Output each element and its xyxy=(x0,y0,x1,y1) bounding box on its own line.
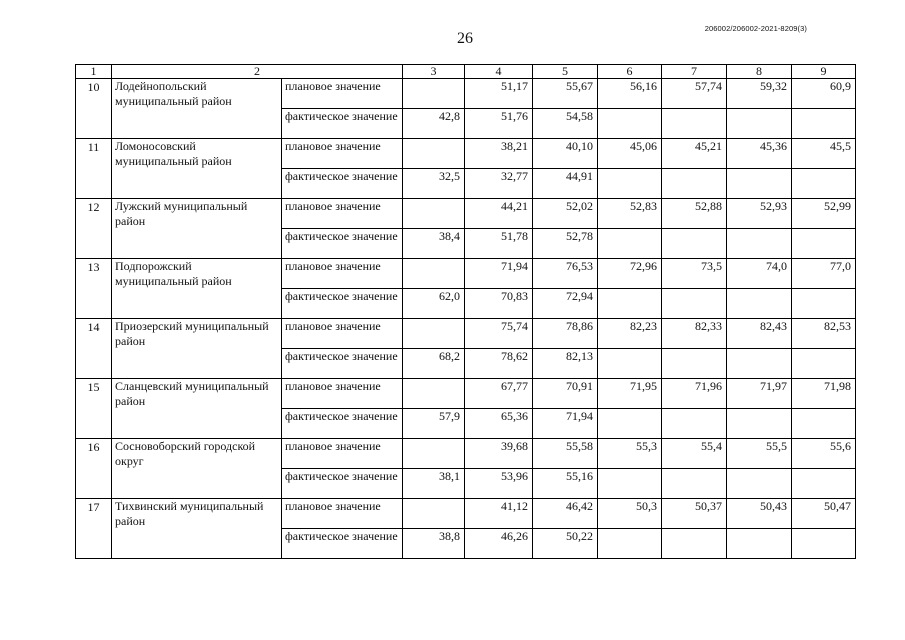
fact-value-c9 xyxy=(792,469,856,499)
plan-value-c5: 70,91 xyxy=(533,379,598,409)
page-number: 26 xyxy=(457,30,473,47)
plan-value-c3 xyxy=(403,199,465,229)
fact-value-c4: 46,26 xyxy=(465,529,533,559)
fact-value-c4: 78,62 xyxy=(465,349,533,379)
column-header-6: 6 xyxy=(598,65,662,79)
plan-value-c4: 71,94 xyxy=(465,259,533,289)
column-header-2: 2 xyxy=(112,65,403,79)
fact-value-c3: 68,2 xyxy=(403,349,465,379)
plan-value-c3 xyxy=(403,319,465,349)
fact-value-c6 xyxy=(598,109,662,139)
plan-value-c6: 82,23 xyxy=(598,319,662,349)
plan-value-c4: 67,77 xyxy=(465,379,533,409)
fact-value-c5: 82,13 xyxy=(533,349,598,379)
fact-value-c5: 52,78 xyxy=(533,229,598,259)
plan-value-c3 xyxy=(403,139,465,169)
fact-value-c6 xyxy=(598,289,662,319)
plan-value-c3 xyxy=(403,499,465,529)
document-id: 206002/206002-2021-8209(3) xyxy=(704,24,807,33)
municipality-name: Сосновоборский городской округ xyxy=(112,439,282,499)
plan-value-c4: 44,21 xyxy=(465,199,533,229)
fact-value-c4: 70,83 xyxy=(465,289,533,319)
table-row xyxy=(76,379,856,409)
plan-value-c5: 46,42 xyxy=(533,499,598,529)
fact-value-c3: 42,8 xyxy=(403,109,465,139)
plan-value-c8: 45,36 xyxy=(727,139,792,169)
value-type-fact: фактическое значение xyxy=(282,469,403,499)
plan-value-c8: 59,32 xyxy=(727,79,792,109)
plan-value-c6: 72,96 xyxy=(598,259,662,289)
plan-value-c8: 74,0 xyxy=(727,259,792,289)
plan-value-c6: 71,95 xyxy=(598,379,662,409)
municipality-name: Сланцевский муниципальный район xyxy=(112,379,282,439)
plan-value-c8: 55,5 xyxy=(727,439,792,469)
plan-value-c3 xyxy=(403,379,465,409)
value-type-fact: фактическое значение xyxy=(282,529,403,559)
fact-value-c4: 51,76 xyxy=(465,109,533,139)
row-number: 16 xyxy=(76,439,112,499)
fact-value-c6 xyxy=(598,349,662,379)
value-type-plan: плановое значение xyxy=(282,79,403,109)
fact-value-c3: 57,9 xyxy=(403,409,465,439)
fact-value-c9 xyxy=(792,409,856,439)
table-body xyxy=(76,79,856,559)
table-row xyxy=(76,319,856,349)
municipality-name: Подпорожский муниципальный район xyxy=(112,259,282,319)
row-number: 11 xyxy=(76,139,112,199)
row-number: 14 xyxy=(76,319,112,379)
fact-value-c7 xyxy=(662,109,727,139)
plan-value-c5: 40,10 xyxy=(533,139,598,169)
municipality-name: Лужский муниципальный район xyxy=(112,199,282,259)
plan-value-c5: 55,58 xyxy=(533,439,598,469)
plan-value-c4: 41,12 xyxy=(465,499,533,529)
data-table xyxy=(75,64,856,559)
value-type-plan: плановое значение xyxy=(282,439,403,469)
fact-value-c9 xyxy=(792,349,856,379)
fact-value-c8 xyxy=(727,169,792,199)
fact-value-c3: 62,0 xyxy=(403,289,465,319)
plan-value-c7: 82,33 xyxy=(662,319,727,349)
fact-value-c3: 32,5 xyxy=(403,169,465,199)
fact-value-c9 xyxy=(792,109,856,139)
fact-value-c4: 51,78 xyxy=(465,229,533,259)
value-type-fact: фактическое значение xyxy=(282,229,403,259)
plan-value-c3 xyxy=(403,439,465,469)
plan-value-c7: 52,88 xyxy=(662,199,727,229)
plan-value-c7: 45,21 xyxy=(662,139,727,169)
column-header-7: 7 xyxy=(662,65,727,79)
value-type-plan: плановое значение xyxy=(282,259,403,289)
fact-value-c7 xyxy=(662,229,727,259)
plan-value-c6: 55,3 xyxy=(598,439,662,469)
plan-value-c9: 82,53 xyxy=(792,319,856,349)
fact-value-c5: 55,16 xyxy=(533,469,598,499)
fact-value-c8 xyxy=(727,469,792,499)
plan-value-c6: 50,3 xyxy=(598,499,662,529)
fact-value-c9 xyxy=(792,229,856,259)
fact-value-c3: 38,4 xyxy=(403,229,465,259)
plan-value-c5: 78,86 xyxy=(533,319,598,349)
value-type-fact: фактическое значение xyxy=(282,349,403,379)
column-header-9: 9 xyxy=(792,65,856,79)
value-type-plan: плановое значение xyxy=(282,199,403,229)
municipality-name: Ломоносовский муниципальный район xyxy=(112,139,282,199)
value-type-plan: плановое значение xyxy=(282,139,403,169)
plan-value-c9: 77,0 xyxy=(792,259,856,289)
plan-value-c5: 52,02 xyxy=(533,199,598,229)
table-row xyxy=(76,499,856,529)
fact-value-c9 xyxy=(792,529,856,559)
value-type-fact: фактическое значение xyxy=(282,109,403,139)
value-type-plan: плановое значение xyxy=(282,499,403,529)
table-row xyxy=(76,139,856,169)
fact-value-c8 xyxy=(727,289,792,319)
plan-value-c5: 55,67 xyxy=(533,79,598,109)
plan-value-c8: 50,43 xyxy=(727,499,792,529)
fact-value-c7 xyxy=(662,529,727,559)
fact-value-c5: 71,94 xyxy=(533,409,598,439)
row-number: 12 xyxy=(76,199,112,259)
municipality-name: Тихвинский муниципальный район xyxy=(112,499,282,559)
plan-value-c9: 71,98 xyxy=(792,379,856,409)
value-type-plan: плановое значение xyxy=(282,319,403,349)
table-row xyxy=(76,199,856,229)
plan-value-c7: 73,5 xyxy=(662,259,727,289)
plan-value-c8: 71,97 xyxy=(727,379,792,409)
fact-value-c4: 65,36 xyxy=(465,409,533,439)
plan-value-c9: 52,99 xyxy=(792,199,856,229)
fact-value-c8 xyxy=(727,409,792,439)
fact-value-c8 xyxy=(727,229,792,259)
plan-value-c9: 45,5 xyxy=(792,139,856,169)
plan-value-c8: 52,93 xyxy=(727,199,792,229)
table-row xyxy=(76,439,856,469)
fact-value-c5: 44,91 xyxy=(533,169,598,199)
plan-value-c6: 56,16 xyxy=(598,79,662,109)
municipality-name: Лодейнопольский муниципальный район xyxy=(112,79,282,139)
fact-value-c6 xyxy=(598,169,662,199)
fact-value-c6 xyxy=(598,469,662,499)
fact-value-c7 xyxy=(662,289,727,319)
plan-value-c9: 50,47 xyxy=(792,499,856,529)
fact-value-c4: 32,77 xyxy=(465,169,533,199)
plan-value-c3 xyxy=(403,79,465,109)
fact-value-c3: 38,8 xyxy=(403,529,465,559)
municipality-name: Приозерский муниципальный район xyxy=(112,319,282,379)
row-number: 15 xyxy=(76,379,112,439)
plan-value-c7: 50,37 xyxy=(662,499,727,529)
plan-value-c9: 60,9 xyxy=(792,79,856,109)
fact-value-c9 xyxy=(792,169,856,199)
plan-value-c6: 52,83 xyxy=(598,199,662,229)
plan-value-c7: 71,96 xyxy=(662,379,727,409)
fact-value-c5: 72,94 xyxy=(533,289,598,319)
fact-value-c6 xyxy=(598,229,662,259)
value-type-plan: плановое значение xyxy=(282,379,403,409)
fact-value-c8 xyxy=(727,109,792,139)
plan-value-c4: 75,74 xyxy=(465,319,533,349)
fact-value-c7 xyxy=(662,409,727,439)
row-number: 13 xyxy=(76,259,112,319)
column-header-3: 3 xyxy=(403,65,465,79)
fact-value-c7 xyxy=(662,349,727,379)
fact-value-c7 xyxy=(662,469,727,499)
row-number: 17 xyxy=(76,499,112,559)
fact-value-c9 xyxy=(792,289,856,319)
plan-value-c3 xyxy=(403,259,465,289)
value-type-fact: фактическое значение xyxy=(282,289,403,319)
plan-value-c4: 51,17 xyxy=(465,79,533,109)
fact-value-c6 xyxy=(598,529,662,559)
column-header-4: 4 xyxy=(465,65,533,79)
plan-value-c8: 82,43 xyxy=(727,319,792,349)
value-type-fact: фактическое значение xyxy=(282,169,403,199)
plan-value-c5: 76,53 xyxy=(533,259,598,289)
plan-value-c4: 38,21 xyxy=(465,139,533,169)
column-header-8: 8 xyxy=(727,65,792,79)
plan-value-c6: 45,06 xyxy=(598,139,662,169)
table-row xyxy=(76,259,856,289)
fact-value-c5: 50,22 xyxy=(533,529,598,559)
fact-value-c4: 53,96 xyxy=(465,469,533,499)
table-header xyxy=(76,65,856,79)
table-row xyxy=(76,79,856,109)
plan-value-c9: 55,6 xyxy=(792,439,856,469)
fact-value-c6 xyxy=(598,409,662,439)
column-header-5: 5 xyxy=(533,65,598,79)
fact-value-c5: 54,58 xyxy=(533,109,598,139)
fact-value-c3: 38,1 xyxy=(403,469,465,499)
plan-value-c7: 57,74 xyxy=(662,79,727,109)
value-type-fact: фактическое значение xyxy=(282,409,403,439)
fact-value-c8 xyxy=(727,349,792,379)
fact-value-c7 xyxy=(662,169,727,199)
row-number: 10 xyxy=(76,79,112,139)
plan-value-c4: 39,68 xyxy=(465,439,533,469)
plan-value-c7: 55,4 xyxy=(662,439,727,469)
fact-value-c8 xyxy=(727,529,792,559)
column-header-1: 1 xyxy=(76,65,112,79)
